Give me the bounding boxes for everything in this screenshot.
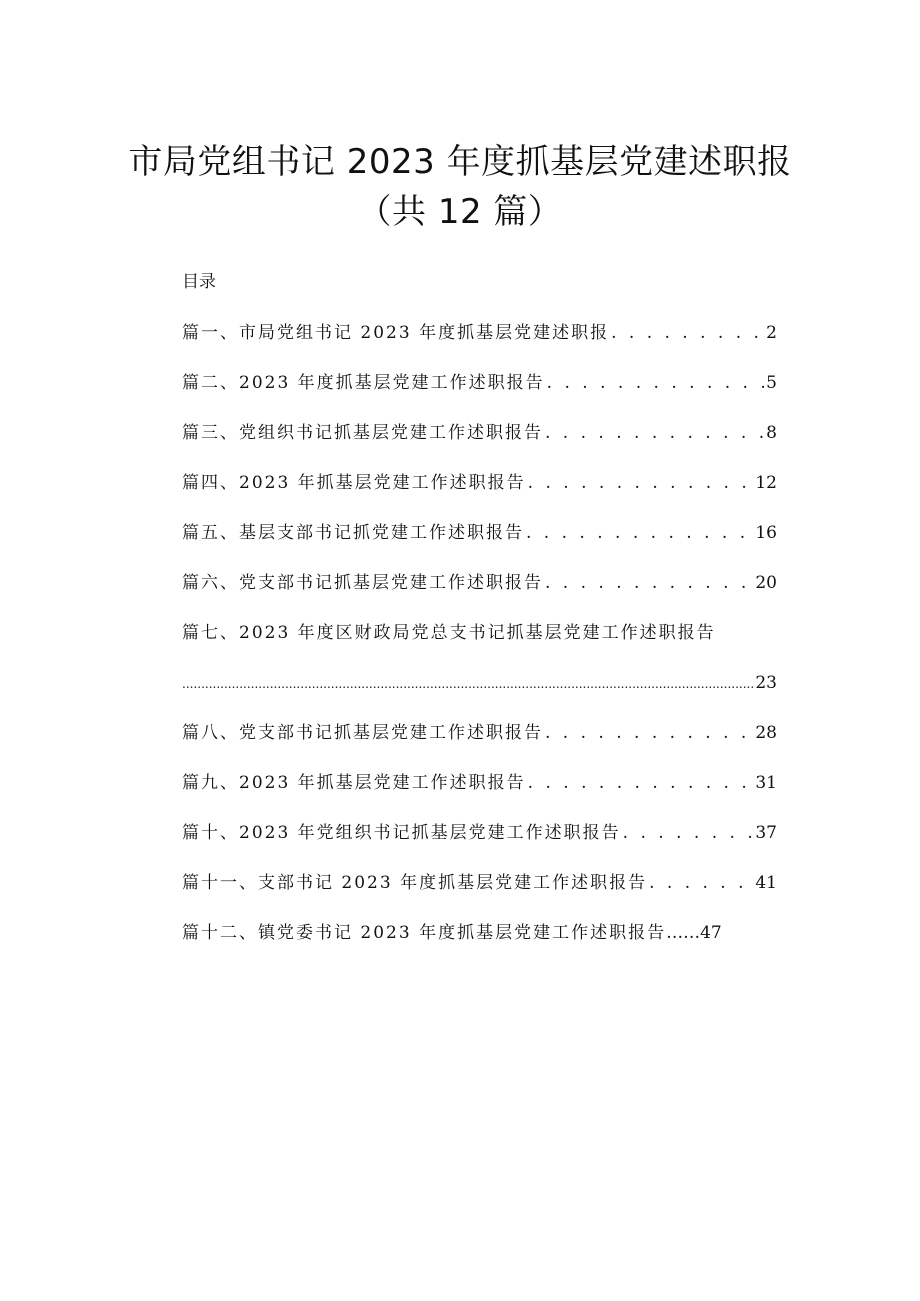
toc-entry-label: 篇十二、镇党委书记 2023 年度抓基层党建工作述职报告 [182,923,667,943]
toc-entry-7[interactable] [182,620,777,720]
toc-dot-leader [649,870,753,896]
toc-entry-page: 41 [755,873,777,893]
toc-entry-page: 12 [755,473,777,493]
toc-ellipsis: …… [666,923,701,943]
toc-entry-9[interactable] [182,770,777,820]
toc-entry-label: 篇十一、支部书记 2023 年度抓基层党建工作述职报告 [182,873,648,893]
toc-entry-page: 16 [755,523,777,543]
title-line-2: （共 12 篇） [357,192,563,232]
toc-dot-leader [545,570,753,596]
toc-entry-label: 篇八、党支部书记抓基层党建工作述职报告 [182,723,543,743]
toc-entry-label: 篇九、2023 年抓基层党建工作述职报告 [182,773,526,793]
toc-entry-label: 篇十、2023 年党组织书记抓基层党建工作述职报告 [182,823,621,843]
toc-entry-page: 5 [766,373,777,393]
toc-entry-11[interactable] [182,870,777,920]
toc-entry-page: 8 [766,423,777,443]
toc-entry-1[interactable] [182,320,777,370]
toc-dot-leader [182,671,755,697]
toc-entry-page: 20 [755,573,777,593]
toc-entry-label: 篇五、基层支部书记抓党建工作述职报告 [182,523,524,543]
toc-entry-page: 47 [700,923,722,943]
toc-entry-2[interactable] [182,370,777,420]
toc-dot-leader [528,470,754,496]
document-title [0,138,920,236]
toc-entry-page: 23 [755,673,777,693]
toc-entry-page: 28 [755,723,777,743]
toc-entry-page: 31 [755,773,777,793]
toc-entry-12[interactable] [182,920,777,970]
toc-dot-leader [623,820,754,846]
toc-heading: 目录 [182,272,216,292]
toc-dot-leader [547,370,765,396]
toc-entry-5[interactable] [182,520,777,570]
toc-dot-leader [526,520,753,546]
toc-entry-label: 篇三、党组织书记抓基层党建工作述职报告 [182,423,543,443]
toc-entry-label: 篇四、2023 年抓基层党建工作述职报告 [182,473,526,493]
toc-dot-leader [545,720,753,746]
toc-entry-label: 篇六、党支部书记抓基层党建工作述职报告 [182,573,543,593]
toc-entry-label: 篇七、2023 年度区财政局党总支书记抓基层党建工作述职报告 [182,623,716,643]
toc-entry-label: 篇一、市局党组书记 2023 年度抓基层党建述职报 [182,323,610,343]
toc-dot-leader [611,320,764,346]
toc-entry-10[interactable] [182,820,777,870]
toc-entry-3[interactable] [182,420,777,470]
title-line-1: 市局党组书记 2023 年度抓基层党建述职报 [128,142,792,182]
toc-dot-leader [528,770,754,796]
toc-entry-page: 37 [755,823,777,843]
toc-entry-4[interactable] [182,470,777,520]
toc-entry-8[interactable] [182,720,777,770]
toc-entry-page: 2 [766,323,777,343]
toc-entry-6[interactable] [182,570,777,620]
toc-dot-leader [545,420,764,446]
table-of-contents [182,320,777,970]
toc-entry-label: 篇二、2023 年度抓基层党建工作述职报告 [182,373,545,393]
